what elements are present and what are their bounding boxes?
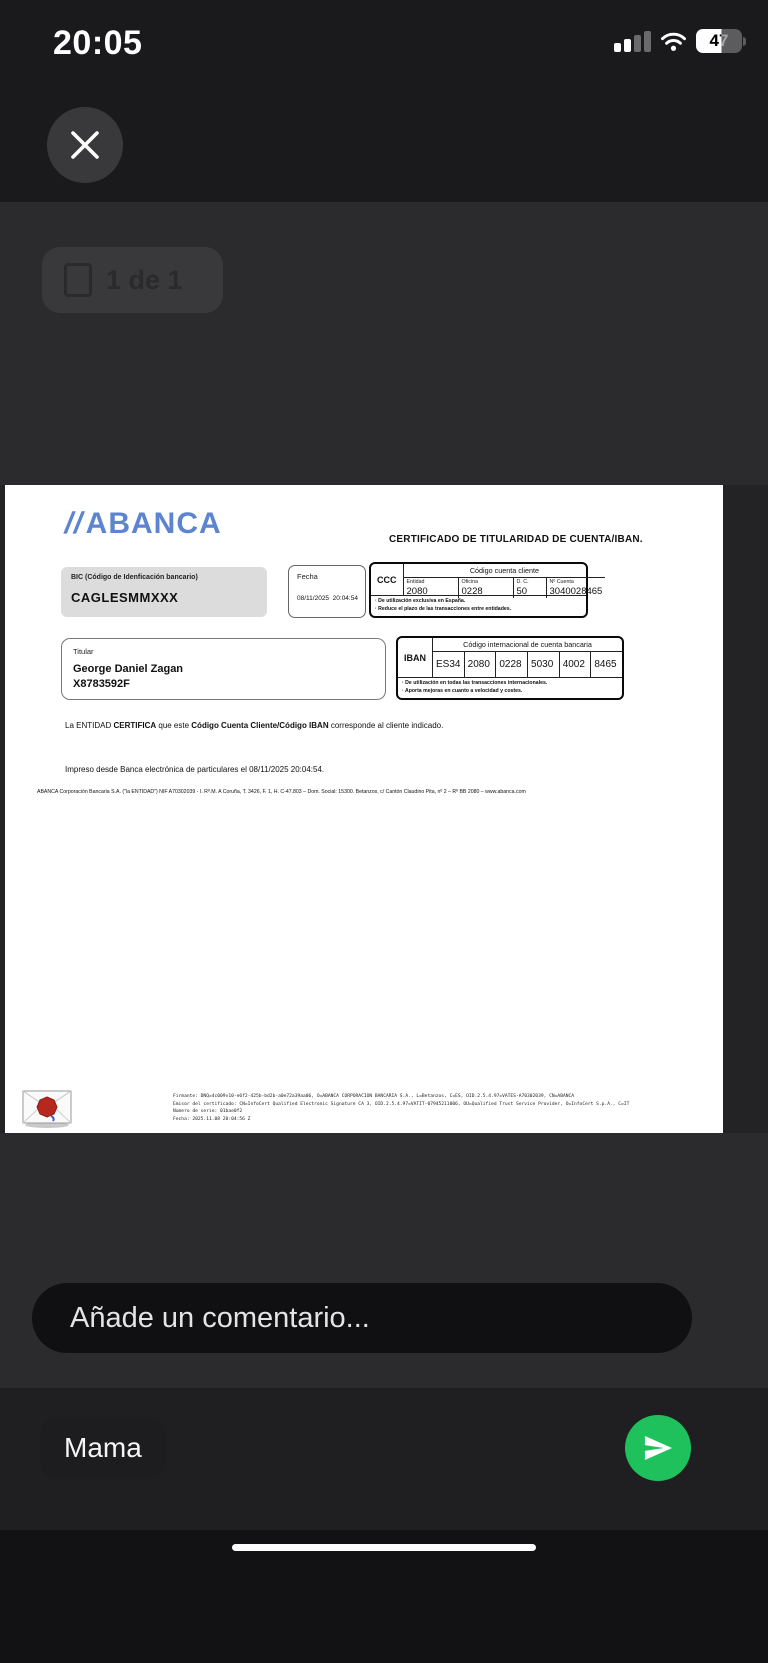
titular-name: George Daniel Zagan — [73, 663, 184, 675]
certify-part-4: Código Cuenta Cliente/Código IBAN — [191, 721, 329, 730]
recipient-chip[interactable] — [40, 1417, 166, 1479]
comment-placeholder: Añade un comentario... — [70, 1301, 370, 1334]
ccc-oficina-value: 0228 — [461, 586, 483, 597]
iban-segment — [495, 652, 527, 677]
comment-input[interactable] — [32, 1283, 692, 1353]
fecha-label: Fecha — [297, 572, 318, 581]
abanca-logo-text: ABANCA — [85, 507, 222, 540]
bic-value: CAGLESMMXXX — [71, 590, 179, 605]
iban-note-1: · De utilización en todas las transacciones internacionales. — [402, 680, 548, 686]
ccc-dc-value: 50 — [516, 586, 528, 597]
ccc-note-2: · Reduce el plazo de las transacciones entre entidades. — [375, 605, 512, 612]
iban-seg-6: 8465 — [594, 659, 617, 670]
iban-seg-5: 4002 — [562, 659, 585, 670]
iban-seg-1: ES34 — [436, 659, 461, 670]
page-indicator-pill — [42, 247, 223, 313]
ccc-entidad-label: Entidad — [406, 579, 425, 585]
iban-notes — [398, 677, 622, 698]
send-icon — [642, 1432, 674, 1464]
ccc-dc-label: D. C. — [516, 579, 529, 585]
fecha-box — [288, 565, 366, 618]
document-preview-area[interactable] — [0, 485, 768, 1133]
iban-seg-3: 0228 — [499, 659, 522, 670]
certify-part-5: corresponde al cliente indicado. — [328, 721, 444, 730]
iban-key: IBAN — [404, 652, 426, 663]
battery-icon — [696, 29, 746, 53]
ccc-entidad-value: 2080 — [406, 586, 428, 597]
iban-box — [396, 636, 624, 700]
recipient-name: Mama — [64, 1432, 142, 1463]
pdf-page-icon — [64, 263, 92, 297]
iban-header: Código internacional de cuenta bancaria — [433, 638, 622, 652]
ccc-box — [369, 562, 603, 618]
close-button[interactable] — [47, 107, 123, 183]
titular-box — [61, 638, 386, 700]
ccc-key: CCC — [377, 574, 397, 585]
iban-segment — [433, 652, 464, 677]
signature-line-2: Emisor del certificado: CN=InfoCert Qualified Electronic Signature CA 3, OID.2.5.4.97=VATIT-07945211006, OU=Qualified Trust Service Provider, O=InfoCert S.p.A., C=IT — [173, 1101, 630, 1107]
send-button[interactable] — [625, 1415, 691, 1481]
iban-seg-4: 5030 — [531, 659, 554, 670]
page-indicator-text: 1 de 1 — [106, 264, 183, 295]
digital-signature-block — [173, 1093, 629, 1123]
certify-part-1: La ENTIDAD — [65, 721, 114, 730]
printed-from-line: Impreso desde Banca electrónica de particulares el 08/11/2025 20:04:54. — [65, 765, 325, 774]
signature-line-4: Fecha: 2025.11.08 20:04:56 Z — [173, 1116, 251, 1122]
wifi-icon — [660, 31, 687, 52]
ccc-header: Código cuenta cliente — [404, 564, 606, 578]
iban-segment — [559, 652, 591, 677]
signature-line-3: Numero de serie: 01bae0f2 — [173, 1109, 243, 1115]
iban-segment — [464, 652, 496, 677]
signature-line-1: Firmante: DNQ=4c009v10-e6f2-425b-bd2b-a0e72a39aa06, O=ABANCA CORPORACION BANCARIA S.A., L=Betanzos, C=ES, OID.2.5.4.97=VATES-A70302039, CN=ABANCA — [173, 1094, 575, 1099]
iban-seg-2: 2080 — [467, 659, 490, 670]
certification-line — [65, 721, 443, 730]
ccc-cuenta-label: Nº Cuenta — [549, 579, 574, 585]
home-indicator[interactable] — [232, 1544, 536, 1551]
status-bar-icons — [614, 28, 746, 54]
abanca-logo — [61, 507, 222, 541]
cellular-signal-icon — [614, 30, 651, 52]
ccc-note-1: · De utilización exclusiva en España. — [375, 598, 466, 604]
wax-seal-stamp-icon — [21, 1089, 73, 1134]
certify-part-3: que este — [156, 721, 192, 730]
titular-label: Titular — [73, 647, 94, 656]
iban-segment — [527, 652, 559, 677]
ccc-cuenta-value: 3040028465 — [549, 586, 603, 597]
ccc-notes — [371, 595, 586, 616]
legal-footer-line: ABANCA Corporación Bancaria S.A. ("la ENTIDAD") NIF A70302039 - I. Rº.M. A Coruña, T. 3426, F. 1, H. C-47.803 – Dom. Social: 15300. Betanzos, c/ Cantón Claudino Pita, nº 2 – Rº BB 2080 – www.abanca.com — [37, 789, 526, 795]
bic-box — [61, 567, 267, 617]
abanca-logo-slashes: // — [61, 507, 88, 540]
bank-certificate-document — [5, 485, 723, 1133]
titular-id: X8783592F — [73, 678, 130, 690]
status-bar-time: 20:05 — [53, 24, 143, 62]
battery-percent: 47 — [709, 31, 729, 50]
iban-note-2: · Aporta mejoras en cuanto a velocidad y costes. — [402, 687, 523, 694]
close-icon — [68, 128, 102, 162]
certify-part-2: CERTIFICA — [113, 721, 157, 730]
fecha-value: 08/11/2025 20:04:54 — [297, 595, 358, 602]
upper-background-band — [0, 202, 768, 485]
certificate-title: CERTIFICADO DE TITULARIDAD DE CUENTA/IBAN. — [389, 534, 643, 545]
bic-label: BIC (Código de Idenficación bancario) — [71, 574, 198, 581]
iban-segment — [590, 652, 622, 677]
ccc-oficina-label: Oficina — [461, 579, 478, 585]
